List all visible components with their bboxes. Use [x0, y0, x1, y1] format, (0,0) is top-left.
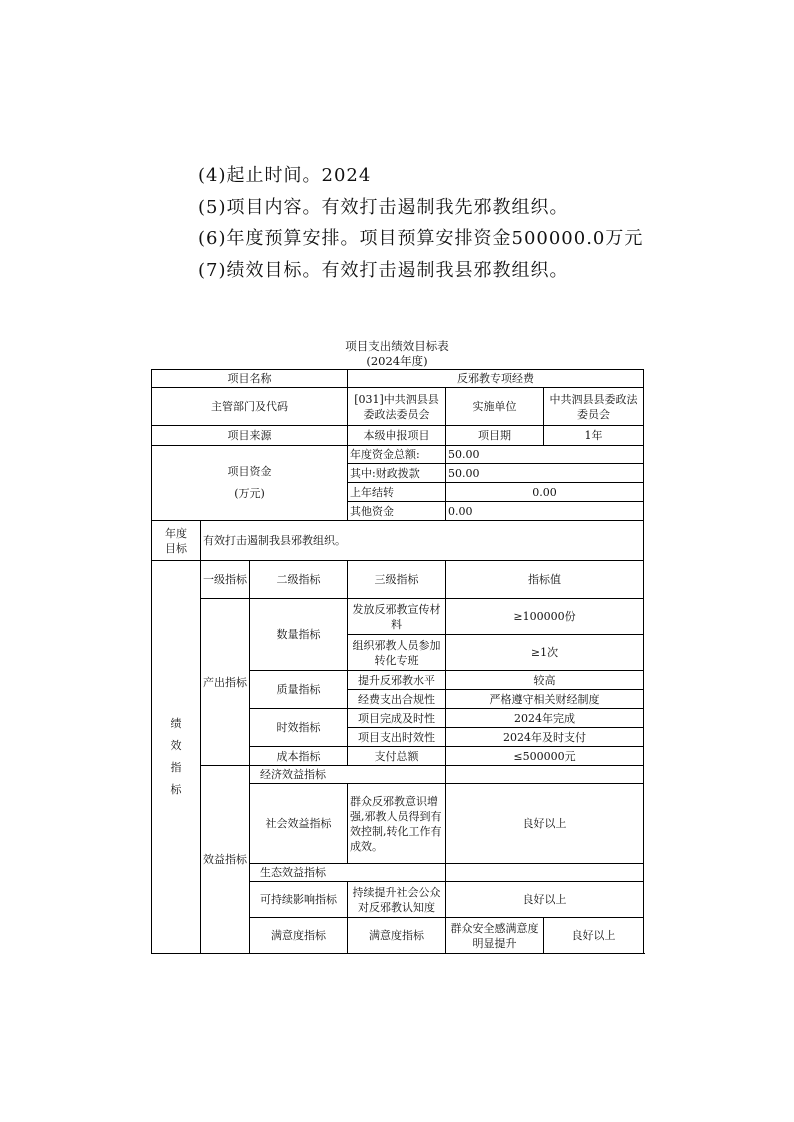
group-benefit: 效益指标 [201, 766, 250, 954]
project-funds-label-line2: (万元) [234, 487, 265, 500]
s1-name: 群众反邪教意识增强,邪教人员得到有效控制,转化工作有成效。 [348, 784, 446, 864]
header-level3: 三级指标 [348, 561, 446, 599]
ql2-value: 严格遵守相关财经制度 [446, 690, 644, 709]
table-row [152, 426, 644, 446]
dept-value: [031]中共泗县县委政法委员会 [348, 388, 446, 426]
impl-unit-label: 实施单位 [446, 388, 544, 426]
header-value: 指标值 [446, 561, 644, 599]
fund-total-label: 年度资金总额: [348, 446, 446, 464]
table-year: (2024年度) [366, 354, 428, 368]
table-row [152, 521, 644, 561]
ql1-name: 提升反邪教水平 [348, 671, 446, 690]
ecological-value [446, 864, 644, 882]
su1-name: 持续提升社会公众对反邪教认知度 [348, 882, 446, 918]
q1-value: ≥100000份 [446, 599, 644, 635]
annual-goal-label-line1: 年度 [165, 526, 187, 540]
fund-other-value: 0.00 [446, 502, 644, 521]
t2-value: 2024年及时支付 [446, 728, 644, 747]
table-row [152, 446, 644, 464]
performance-indicator-label [152, 561, 201, 954]
q2-value: ≥1次 [446, 635, 644, 671]
table-row [152, 766, 644, 784]
c1-name: 支付总额 [348, 747, 446, 766]
fund-other-label: 其他资金 [348, 502, 446, 521]
t2-name: 项目支出时效性 [348, 728, 446, 747]
annual-goal-label [152, 521, 201, 561]
project-funds-label-line1: 项目资金 [227, 465, 272, 478]
table-row [152, 370, 644, 388]
intro-line-project-content: (5)项目内容。有效打击遏制我先邪教组织。 [198, 196, 569, 218]
period-label: 项目期 [446, 426, 544, 446]
t1-value: 2024年完成 [446, 709, 644, 728]
intro-line-annual-budget: (6)年度预算安排。项目预算安排资金500000.0万元 [198, 228, 644, 249]
table-row [152, 561, 644, 599]
q2-name: 组织邪教人员参加转化专班 [348, 635, 446, 671]
fund-fiscal-label: 其中:财政拨款 [348, 464, 446, 483]
performance-target-table [151, 369, 644, 954]
project-name-value: 反邪教专项经费 [348, 370, 644, 388]
intro-line-performance-goal: (7)绩效目标。有效打击遏制我县邪教组织。 [198, 259, 569, 281]
source-label: 项目来源 [152, 426, 348, 446]
perf-char-3: 指 [170, 761, 182, 774]
ql2-name: 经费支出合规性 [348, 690, 446, 709]
su1-value: 良好以上 [446, 882, 644, 918]
perf-char-2: 效 [170, 739, 182, 752]
cost-indicator: 成本指标 [250, 747, 348, 766]
quality-indicator: 质量指标 [250, 671, 348, 709]
q1-name: 发放反邪教宣传材料 [348, 599, 446, 635]
economic-value [446, 766, 644, 784]
annual-goal-text: 有效打击遏制我县邪教组织。 [201, 521, 644, 561]
ql1-value: 较高 [446, 671, 644, 690]
economic-indicator: 经济效益指标 [250, 766, 446, 784]
perf-char-4: 标 [170, 783, 182, 796]
annual-goal-label-line2: 目标 [165, 541, 187, 555]
sa1-value: 良好以上 [544, 918, 644, 954]
fund-fiscal-value: 50.00 [446, 464, 644, 483]
table-title: 项目支出绩效目标表 [345, 339, 449, 353]
intro-paragraphs [198, 160, 643, 286]
quantity-indicator: 数量指标 [250, 599, 348, 671]
group-output: 产出指标 [201, 599, 250, 766]
sa1-name: 群众安全感满意度明显提升 [446, 918, 544, 954]
table-row [152, 388, 644, 426]
timeliness-indicator: 时效指标 [250, 709, 348, 747]
s1-value: 良好以上 [446, 784, 644, 864]
t1-name: 项目完成及时性 [348, 709, 446, 728]
fund-carryover-label: 上年结转 [348, 483, 446, 502]
header-level1: 一级指标 [201, 561, 250, 599]
group-satisfaction: 满意度指标 [250, 918, 348, 954]
sustainable-indicator: 可持续影响指标 [250, 882, 348, 918]
ecological-indicator: 生态效益指标 [250, 864, 446, 882]
social-indicator: 社会效益指标 [250, 784, 348, 864]
satisfaction-indicator: 满意度指标 [348, 918, 446, 954]
fund-total-value: 50.00 [446, 446, 644, 464]
dept-label: 主管部门及代码 [152, 388, 348, 426]
impl-unit-value: 中共泗县县委政法委员会 [544, 388, 644, 426]
fund-carryover-value: 0.00 [446, 483, 644, 502]
period-value: 1年 [544, 426, 644, 446]
c1-value: ≤500000元 [446, 747, 644, 766]
header-level2: 二级指标 [250, 561, 348, 599]
table-row [152, 599, 644, 635]
project-funds-label [152, 446, 348, 521]
source-value: 本级申报项目 [348, 426, 446, 446]
intro-line-start-end-time: (4)起止时间。2024 [198, 165, 372, 186]
perf-char-1: 绩 [170, 717, 182, 730]
project-name-label: 项目名称 [152, 370, 348, 388]
